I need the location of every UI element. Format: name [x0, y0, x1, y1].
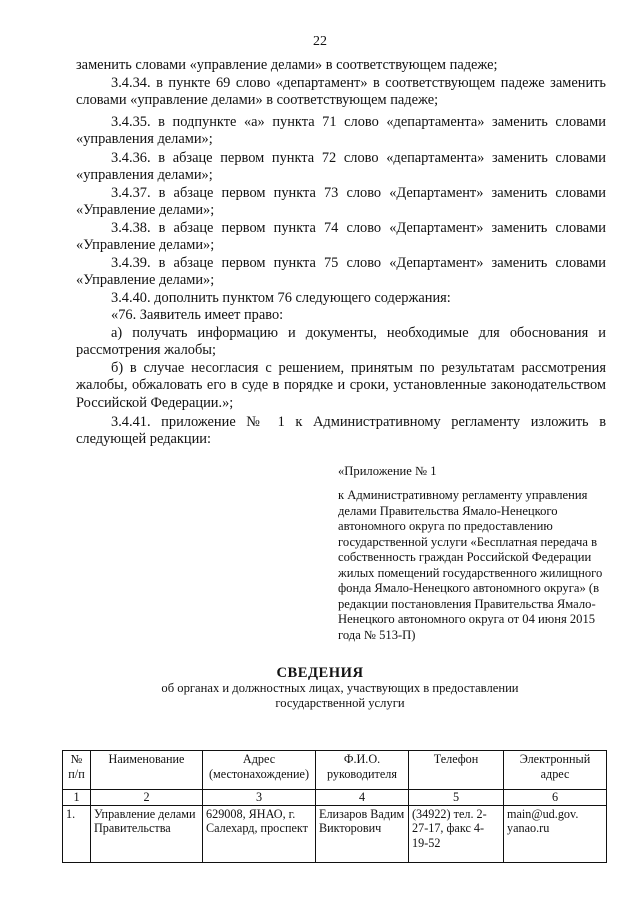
- paragraph-continuation: заменить словами «управление делами» в соответствующем падеже;: [76, 57, 498, 73]
- header-director: Ф.И.О. руководителя: [316, 751, 409, 790]
- table-row: [63, 805, 607, 862]
- cell-phone: (34922) тел. 2-27-17, факс 4-19-52: [409, 805, 504, 862]
- column-number: 4: [316, 790, 409, 806]
- organs-table: [62, 750, 607, 863]
- appendix-body: к Административному регламенту управления делами Правительства Ямало-Ненецкого автономного округа по предоставлению государственной услуги «Бесплатная передача в собственность граждан Российской Федерации жилых помещений государственного жилищного фонда Ямало-Ненецкого автономного округа» (в редакции постановления Правительства Ямало-Ненецкого автономного округа от 04 июня 2015 года № 513-П): [338, 488, 603, 642]
- paragraph-3-4-39: 3.4.39. в абзаце первом пункта 75 слово «Департамент» заменить словами «Управление делами»;: [76, 255, 606, 289]
- column-number: 1: [63, 790, 91, 806]
- column-number: 2: [91, 790, 203, 806]
- header-name: Наименование: [91, 751, 203, 790]
- cell-address: 629008, ЯНАО, г. Салехард, проспект: [203, 805, 316, 862]
- cell-director: Елизаров Вадим Викторович: [316, 805, 409, 862]
- column-number: 6: [504, 790, 607, 806]
- column-number: 5: [409, 790, 504, 806]
- paragraph-item-b: б) в случае несогласия с решением, принятым по результатам рассмотрения жалобы, обжаловать его в суде в порядке и сроки, установленные законодательством Российской Федерации.»;: [76, 360, 606, 411]
- svedeniya-subtitle: об органах и должностных лицах, участвующих в предоставлении государственной услуги: [161, 681, 519, 710]
- paragraph-item-76: «76. Заявитель имеет право:: [111, 307, 284, 323]
- header-number: № п/п: [63, 751, 91, 790]
- table-header-row: [63, 751, 607, 790]
- paragraph-3-4-36: 3.4.36. в абзаце первом пункта 72 слово «департамента» заменить словами «управления делами»;: [76, 150, 606, 184]
- page-number: 22: [313, 34, 327, 49]
- paragraph-3-4-37: 3.4.37. в абзаце первом пункта 73 слово «Департамент» заменить словами «Управление делами»;: [76, 185, 606, 219]
- header-email: Электронный адрес: [504, 751, 607, 790]
- paragraph-3-4-35: 3.4.35. в подпункте «а» пункта 71 слово «департамента» заменить словами «управления делами»;: [76, 114, 606, 148]
- appendix-title: «Приложение № 1: [338, 464, 437, 478]
- paragraph-3-4-34: 3.4.34. в пункте 69 слово «департамент» в соответствующем падеже заменить словами «управление делами» в соответствующем падеже;: [76, 75, 606, 109]
- paragraph-3-4-38: 3.4.38. в абзаце первом пункта 74 слово «Департамент» заменить словами «Управление делами»;: [76, 220, 606, 254]
- cell-number: 1.: [63, 805, 91, 862]
- column-number: 3: [203, 790, 316, 806]
- paragraph-item-a: а) получать информацию и документы, необходимые для обоснования и рассмотрения жалобы;: [76, 325, 606, 359]
- table-column-numbers-row: [63, 790, 607, 806]
- paragraph-3-4-40: 3.4.40. дополнить пунктом 76 следующего содержания:: [111, 290, 451, 306]
- cell-name: Управление делами Правительства: [91, 805, 203, 862]
- header-address: Адрес (местонахождение): [203, 751, 316, 790]
- paragraph-3-4-41: 3.4.41. приложение № 1 к Административному регламенту изложить в следующей редакции:: [76, 414, 606, 448]
- svedeniya-title: СВЕДЕНИЯ: [276, 665, 364, 681]
- cell-email: main@ud.gov. yanao.ru: [504, 805, 607, 862]
- header-phone: Телефон: [409, 751, 504, 790]
